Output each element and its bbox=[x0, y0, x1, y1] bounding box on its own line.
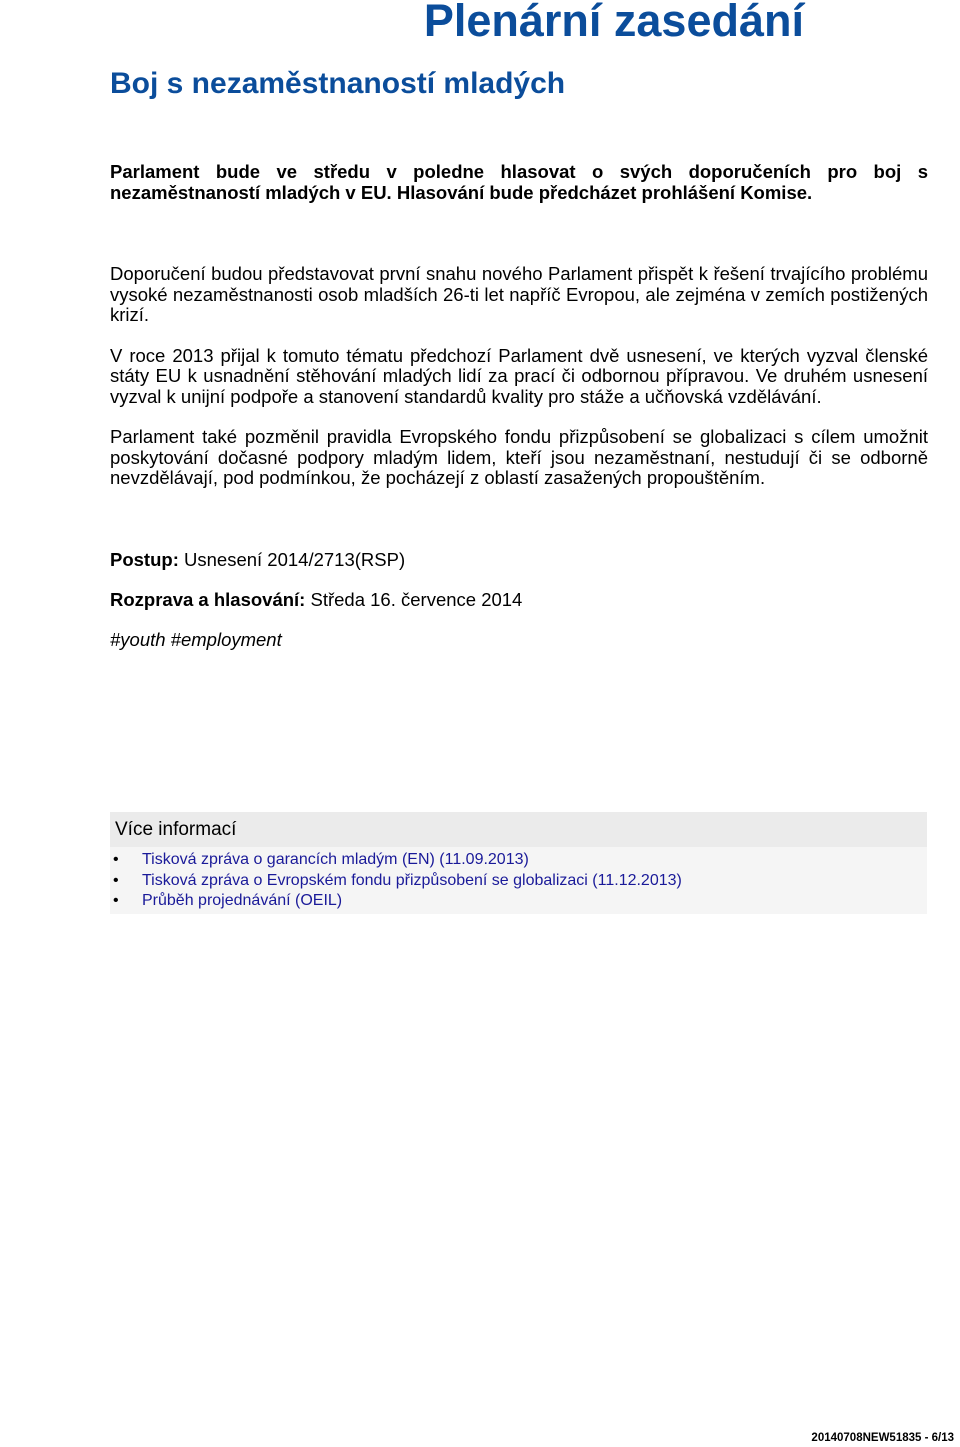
hashtags: #youth #employment bbox=[110, 628, 282, 650]
article-paragraph: Doporučení budou představovat první snahu nového Parlament přispět k řešení trvajícího problému vysoké nezaměstnanosti osob mladších 26-ti let napříč Evropou, ale zejména v zemích postižených krizí. bbox=[110, 263, 928, 325]
debate-label: Rozprava a hlasování: bbox=[110, 588, 306, 610]
article-title: Boj s nezaměstnaností mladých bbox=[110, 67, 566, 100]
more-info-heading: Více informací bbox=[110, 812, 927, 847]
more-info-box bbox=[110, 812, 927, 914]
article-paragraph: V roce 2013 přijal k tomuto tématu předchozí Parlament dvě usnesení, ve kterých vyzval členské státy EU k usnadnění stěhování mladých lidí za prací či odbornou přípravou. Ve druhém usnesení vyzval k unijní podpoře a stanovení standardů kvality pro stáže a učňovská vzdělávání. bbox=[110, 344, 928, 407]
article-lead: Parlament bude ve středu v poledne hlasovat o svých doporučeních pro boj s nezaměstnaností mladých v EU. Hlasování bude předcházet prohlášení Komise. bbox=[110, 161, 928, 203]
more-info-link[interactable]: Tisková zpráva o garancích mladým (EN) (11.09.2013) bbox=[142, 851, 529, 868]
debate-value: Středa 16. července 2014 bbox=[310, 588, 523, 610]
procedure-line bbox=[110, 549, 928, 571]
bullet-icon: • bbox=[113, 871, 119, 889]
list-item bbox=[110, 891, 927, 912]
debate-line bbox=[110, 589, 928, 611]
more-info-link[interactable]: Tisková zpráva o Evropském fondu přizpůsobení se globalizaci (11.12.2013) bbox=[142, 871, 682, 889]
section-title: Plenární zasedání bbox=[423, 0, 804, 46]
procedure-value: Usnesení 2014/2713(RSP) bbox=[184, 548, 406, 570]
article-body bbox=[110, 162, 928, 651]
bullet-icon: • bbox=[113, 892, 119, 909]
list-item bbox=[110, 871, 927, 892]
procedure-label: Postup: bbox=[110, 548, 179, 570]
more-info-link[interactable]: Průběh projednávání (OEIL) bbox=[142, 892, 343, 909]
article-paragraph: Parlament také pozměnil pravidla Evropského fondu přizpůsobení se globalizaci s cílem umožnit poskytování dočasné podpory mladým lidem, kteří jsou nezaměstnaní, nestudují či se odborně nevzdělávají, pod podmínkou, že pocházejí z oblastí zasažených propouštěním. bbox=[110, 426, 928, 488]
page-code: 20140708NEW51835 - 6/13 bbox=[811, 1432, 954, 1444]
list-item bbox=[110, 850, 927, 871]
more-info-list bbox=[110, 847, 927, 914]
bullet-icon: • bbox=[113, 851, 119, 868]
